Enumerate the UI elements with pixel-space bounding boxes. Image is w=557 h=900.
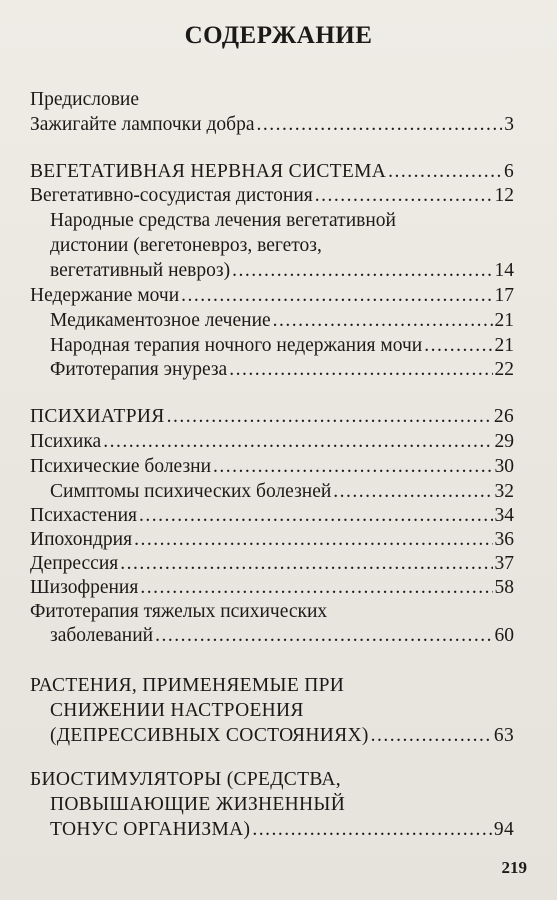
dot-leader (103, 430, 492, 454)
dot-leader (155, 624, 492, 648)
toc-section-line: СНИЖЕНИИ НАСТРОЕНИЯ (50, 700, 304, 721)
toc-entry-title: Недержание мочи (30, 285, 180, 306)
toc-entry-page: 34 (494, 505, 514, 526)
toc-entry-page: 60 (494, 625, 514, 646)
toc-entry-title: Депрессия (30, 553, 119, 574)
toc-entry (30, 430, 514, 454)
toc-entry (30, 528, 514, 552)
toc-section-title: ВЕГЕТАТИВНАЯ НЕРВНАЯ СИСТЕМА (30, 161, 387, 182)
toc-entry-page: 94 (493, 819, 514, 840)
toc-entry-title: Психастения (30, 505, 137, 526)
dot-leader (333, 480, 492, 504)
toc-entry-page: 21 (494, 335, 514, 356)
dot-leader (371, 724, 492, 748)
dot-leader (273, 309, 493, 333)
toc-section (30, 160, 514, 184)
toc-entry-page: 37 (494, 553, 514, 574)
dot-leader (229, 358, 492, 382)
dot-leader (424, 334, 492, 358)
toc-entry-page: 30 (494, 456, 514, 477)
dot-leader (181, 284, 492, 308)
dot-leader (134, 528, 492, 552)
toc-entry-preface: Предисловие (30, 89, 140, 110)
dot-leader (315, 184, 493, 208)
toc-entry-title: Психика (30, 431, 102, 452)
toc-subentry (50, 309, 514, 333)
toc-section (50, 818, 514, 842)
toc-entry-title: Народная терапия ночного недержания мочи (50, 335, 423, 356)
toc-entry-title: Зажигайте лампочки добра (30, 114, 255, 135)
toc-entry-page: 17 (494, 285, 514, 306)
toc-subentry-line: дистонии (вегетоневроз, вегетоз, (50, 235, 322, 256)
toc-entry (30, 455, 514, 479)
toc-entry (30, 113, 514, 137)
toc-entry-title: Шизофрения (30, 577, 139, 598)
toc-entry-title: Медикаментозное лечение (50, 310, 271, 331)
toc-entry-title: Психические болезни (30, 456, 212, 477)
toc-section-title: (ДЕПРЕССИВНЫХ СОСТОЯНИЯХ) (50, 725, 369, 746)
dot-leader (388, 160, 502, 184)
toc-entry-title: Симптомы психических болезней (50, 481, 332, 502)
toc-entry-page: 29 (494, 431, 514, 452)
toc-entry-page: 21 (494, 310, 514, 331)
toc-entry-page: 3 (504, 114, 514, 135)
toc-section-line: РАСТЕНИЯ, ПРИМЕНЯЕМЫЕ ПРИ (30, 675, 345, 696)
toc-entry-page: 14 (494, 260, 514, 281)
toc-entry-title: Ипохондрия (30, 529, 133, 550)
toc-entry-page: 6 (503, 161, 514, 182)
dot-leader (252, 818, 492, 842)
toc-subentry (50, 358, 514, 382)
toc-entry (30, 552, 514, 576)
toc-entry-title: вегетативный невроз) (50, 260, 231, 281)
toc-section (50, 724, 514, 748)
dot-leader (213, 455, 492, 479)
toc-subentry (50, 480, 514, 504)
toc-entry-page: 22 (494, 359, 514, 380)
toc-section-line: БИОСТИМУЛЯТОРЫ (СРЕДСТВА, (30, 769, 341, 790)
toc-section-title: ТОНУС ОРГАНИЗМА) (50, 819, 251, 840)
toc-entry-title: заболеваний (50, 625, 154, 646)
dot-leader (167, 405, 492, 429)
page-title: СОДЕРЖАНИЕ (184, 22, 373, 49)
dot-leader (120, 552, 492, 576)
toc-section (30, 405, 514, 429)
toc-subentry-line: Народные средства лечения вегетативной (50, 210, 396, 231)
toc-entry-title: Фитотерапия энуреза (50, 359, 228, 380)
toc-subentry (50, 334, 514, 358)
toc-entry-page: 26 (493, 406, 514, 427)
toc-entry-page: 12 (494, 185, 514, 206)
dot-leader (139, 504, 493, 528)
toc-section-line: ПОВЫШАЮЩИЕ ЖИЗНЕННЫЙ (50, 794, 346, 815)
toc-entry (50, 624, 514, 648)
toc-entry (30, 184, 514, 208)
toc-entry-page: 58 (494, 577, 514, 598)
dot-leader (232, 259, 492, 283)
toc-entry-page: 36 (494, 529, 514, 550)
page-number: 219 (501, 858, 527, 877)
toc-subentry (50, 259, 514, 283)
toc-entry-page: 63 (493, 725, 514, 746)
toc-section-title: ПСИХИАТРИЯ (30, 406, 165, 427)
toc-entry-title: Вегетативно-сосудистая дистония (30, 185, 313, 206)
dot-leader (140, 576, 492, 600)
toc-entry-line: Фитотерапия тяжелых психических (30, 601, 328, 622)
dot-leader (256, 113, 502, 137)
toc-entry (30, 576, 514, 600)
toc-entry (30, 284, 514, 308)
toc-entry-page: 32 (494, 481, 514, 502)
toc-entry (30, 504, 514, 528)
